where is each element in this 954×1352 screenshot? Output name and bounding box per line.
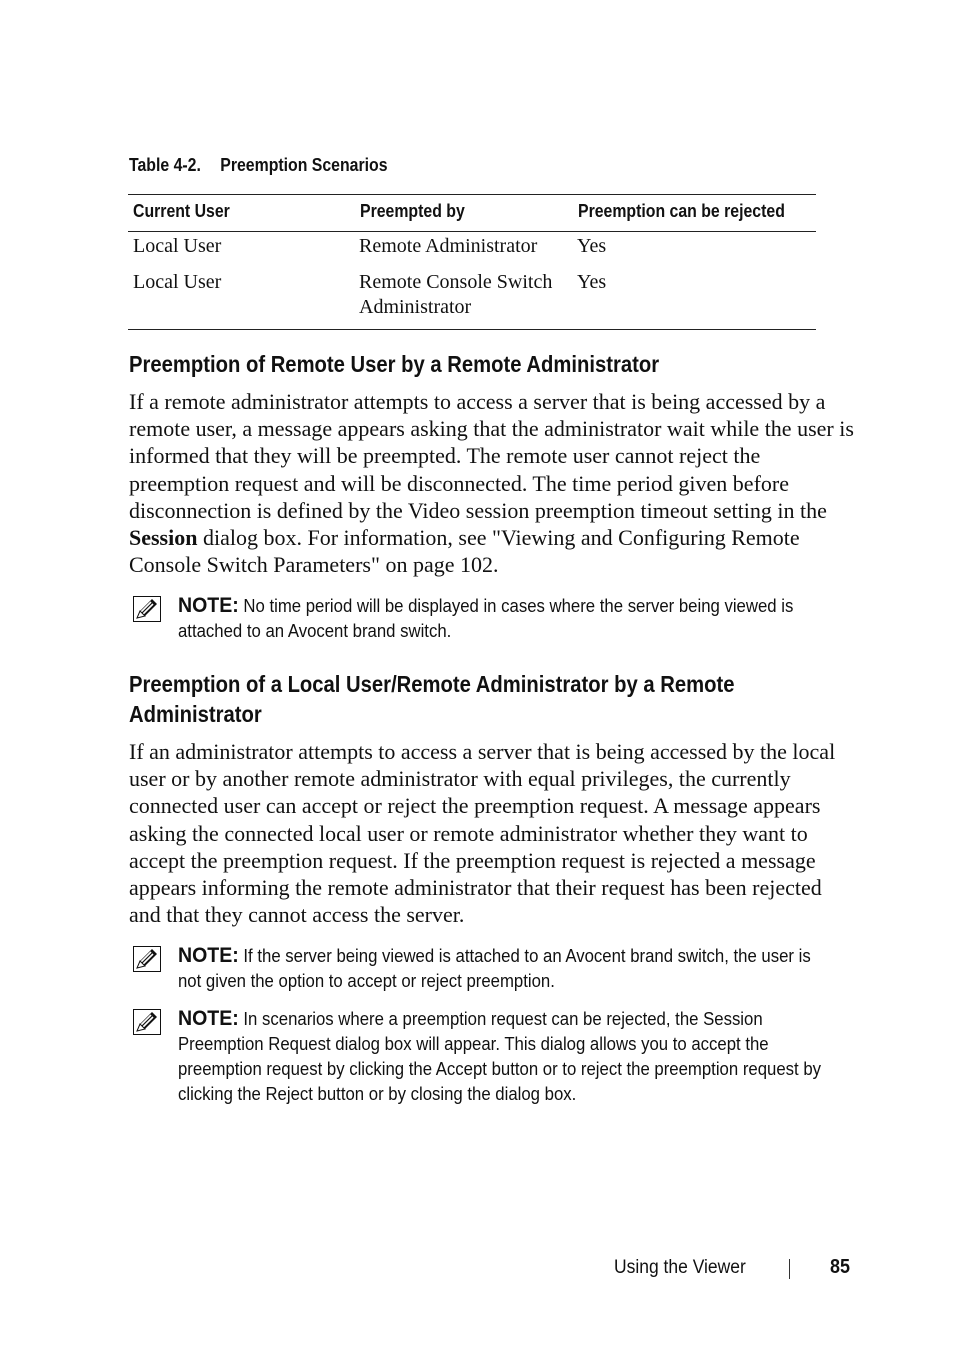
table-caption	[129, 155, 388, 176]
section-heading-continued: Administrator	[129, 701, 262, 727]
note-pencil-icon	[133, 946, 161, 972]
page-number: 85	[830, 1256, 851, 1278]
section-heading: Preemption of a Local User/Remote Administrator by a Remote	[129, 671, 735, 697]
table-cell: Local User	[133, 271, 222, 293]
note-label: NOTE:	[178, 944, 239, 967]
table-header-preempted-by: Preempted by	[360, 201, 465, 221]
note-text	[178, 593, 829, 644]
section1-paragraph	[129, 388, 854, 578]
footer-divider	[789, 1259, 790, 1279]
note-body: In scenarios where a preemption request can be rejected, the Session Preemption Request dialog box will appear. This dialog allows you to accept the preemption request by clicking the Accept button or to reject the preemption request by clicking the Reject button or by closing the dialog box.	[178, 1009, 822, 1104]
note-text	[178, 943, 829, 994]
table-cell: Yes	[577, 271, 607, 293]
preemption-table	[128, 194, 816, 330]
note-body: No time period will be displayed in cases where the server being viewed is attached to an Avocent brand switch.	[178, 596, 794, 641]
table-cell: Remote Administrator	[359, 235, 538, 257]
note-pencil-icon	[133, 596, 161, 622]
table-header-current-user: Current User	[133, 201, 230, 221]
note-pencil-icon	[133, 1009, 161, 1035]
table-caption-number: Table 4-2.	[129, 155, 201, 175]
note-label: NOTE:	[178, 594, 239, 617]
table-cell: Administrator	[359, 296, 472, 318]
table-caption-title: Preemption Scenarios	[220, 155, 388, 175]
table-cell: Local User	[133, 235, 222, 257]
table-cell: Remote Console Switch	[359, 271, 553, 293]
note-text	[178, 1006, 829, 1107]
table-cell: Yes	[577, 235, 607, 257]
paragraph-text: If a remote administrator attempts to access a server that is being accessed by a remote user, a message appears asking that the administrator wait while the user is informed that they will be preempted. The remote user cannot reject the preemption request and will be disconnected. The time period given before disconnection is defined by the Video session preemption timeout setting in the	[129, 389, 854, 523]
table-header-can-reject: Preemption can be rejected	[578, 201, 785, 221]
paragraph-text: dialog box. For information, see "Viewing and Configuring Remote Console Switch Parameters" on page 102.	[129, 525, 800, 578]
note-label: NOTE:	[178, 1007, 239, 1030]
section2-paragraph: If an administrator attempts to access a server that is being accessed by the local user or by another remote administrator with equal privileges, the currently connected user can accept or reject the preemption request. A message appears asking the connected local user or remote administrator whether they want to accept the preemption request. If the preemption request is rejected a message appears informing the remote administrator that their request has been rejected and that they cannot access the server.	[129, 739, 836, 928]
paragraph-bold-term: Session	[129, 525, 198, 551]
note-body: If the server being viewed is attached to an Avocent brand switch, the user is not given the option to accept or reject preemption.	[178, 946, 811, 991]
table-header-divider	[128, 231, 816, 232]
section-heading: Preemption of Remote User by a Remote Administrator	[129, 351, 660, 377]
footer-chapter-title: Using the Viewer	[614, 1257, 746, 1278]
